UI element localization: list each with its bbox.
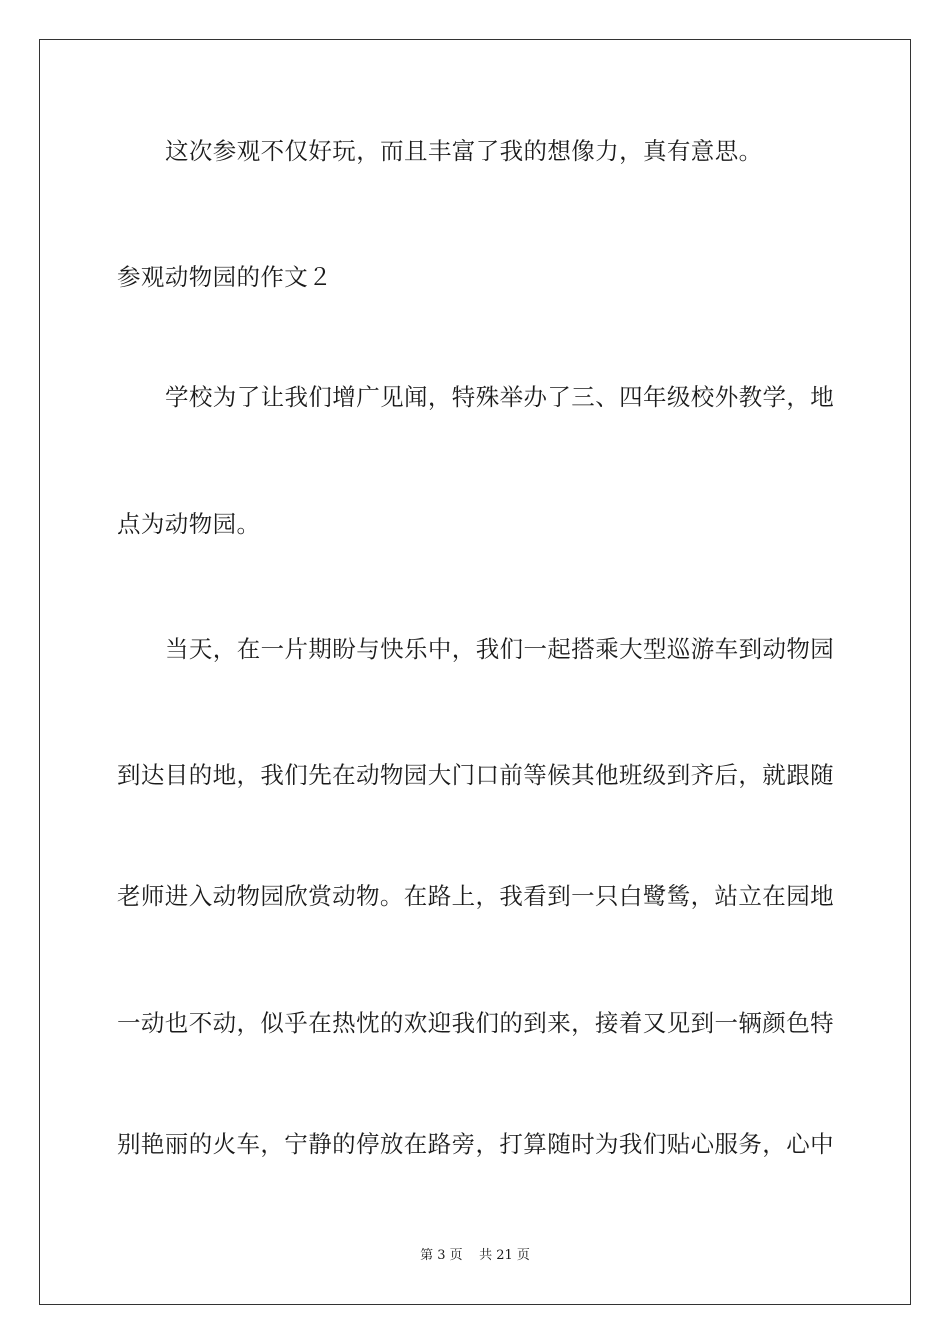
paragraph-line: 一动也不动，似乎在热忱的欢迎我们的到来，接着又见到一辆颜色特: [117, 1009, 834, 1037]
page-border: [39, 39, 911, 1305]
paragraph-line: 到达目的地，我们先在动物园大门口前等候其他班级到齐后，就跟随: [117, 761, 834, 789]
paragraph-line: 别艳丽的火车，宁静的停放在路旁，打算随时为我们贴心服务，心中: [117, 1130, 834, 1158]
paragraph-line: 学校为了让我们增广见闻，特殊举办了三、四年级校外教学，地: [165, 383, 835, 411]
section-heading: 参观动物园的作文２: [117, 263, 333, 291]
page-number-footer: 第 3 页 共 21 页: [420, 1248, 530, 1263]
paragraph-line: 点为动物园。: [117, 510, 261, 538]
paragraph-line: 当天，在一片期盼与快乐中，我们一起搭乘大型巡游车到动物园: [165, 635, 835, 663]
paragraph-line: 这次参观不仅好玩，而且丰富了我的想像力，真有意思。: [165, 137, 763, 165]
paragraph-line: 老师进入动物园欣赏动物。在路上，我看到一只白鹭鸶，站立在园地: [117, 882, 834, 910]
